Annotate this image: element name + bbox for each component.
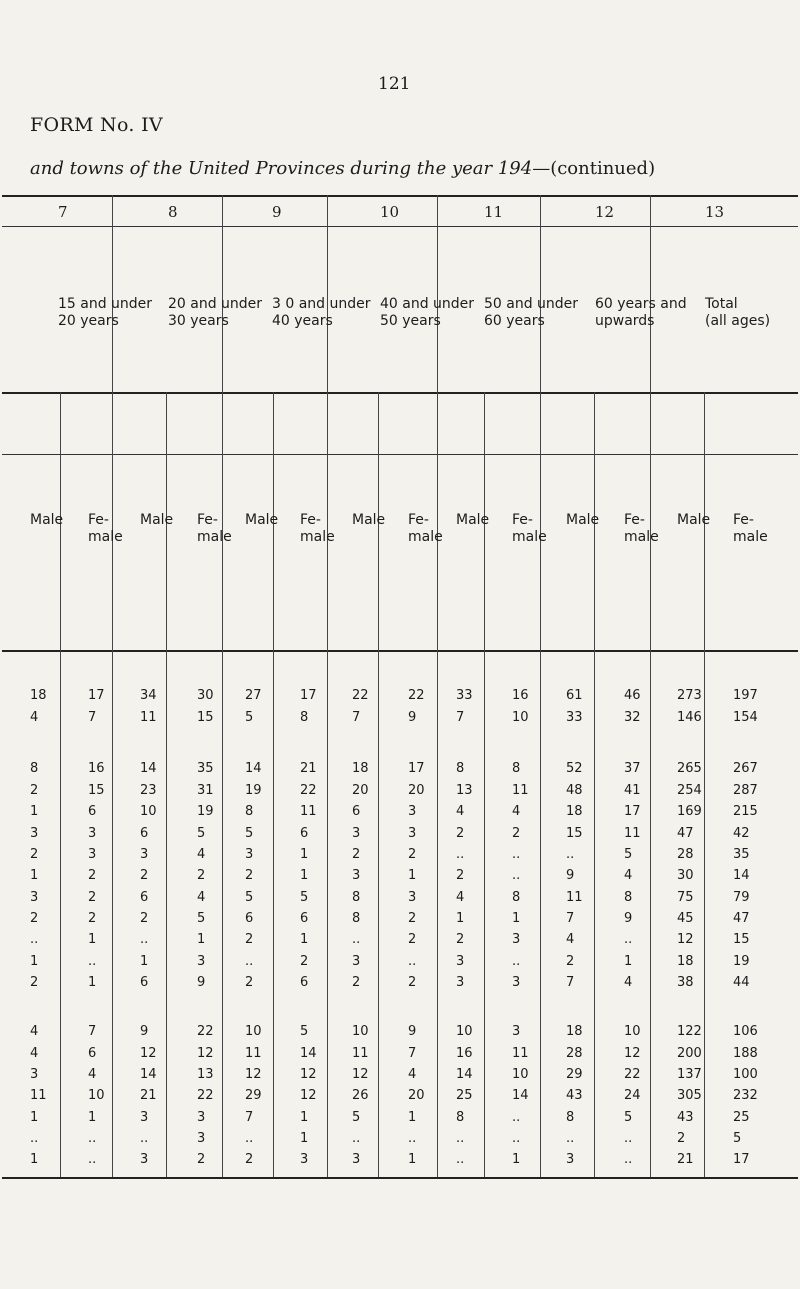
table-rule (2, 392, 798, 394)
table-row: 2 2 2 5 6 6 8 2 1 1 7 9 45 47 (30, 911, 750, 926)
table-row: 4 7 11 15 5 8 7 9 7 10 33 32 146 154 (30, 710, 758, 725)
table-row: 8 16 14 35 14 21 18 17 8 8 52 37 265 267 (30, 761, 758, 776)
table-row: 1 .. 1 3 .. 2 3 .. 3 .. 2 1 18 19 (30, 954, 750, 969)
table-row: 4 7 9 22 10 5 10 9 10 3 18 10 122 106 (30, 1024, 758, 1039)
table-row: 2 3 3 4 3 1 2 2 .. .. .. 5 28 35 (30, 847, 750, 862)
table-rule (2, 195, 798, 197)
table-row: 1 2 2 2 2 1 3 1 2 .. 9 4 30 14 (30, 868, 750, 883)
form-title: FORM No. IV (30, 114, 163, 136)
table-row: .. .. .. 3 .. 1 .. .. .. .. .. .. 2 5 (30, 1131, 742, 1146)
table-rule (2, 226, 798, 227)
table-row: 2 15 23 31 19 22 20 20 13 11 48 41 254 287 (30, 783, 758, 798)
table-row: 3 4 14 13 12 12 12 4 14 10 29 22 137 100 (30, 1067, 758, 1082)
table-row: 4 6 12 12 11 14 11 7 16 11 28 12 200 188 (30, 1046, 758, 1061)
table-row: 11 10 21 22 29 12 26 20 25 14 43 24 305 232 (30, 1088, 758, 1103)
subtitle-suffix: —(continued) (532, 158, 656, 179)
table-row: 3 3 6 5 5 6 3 3 2 2 15 11 47 42 (30, 826, 750, 841)
subtitle-main: and towns of the United Provinces during the year 194 (30, 158, 533, 179)
table-rule (2, 1177, 798, 1179)
table-row: 3 2 6 4 5 5 8 3 4 8 11 8 75 79 (30, 890, 750, 905)
page-number: 121 (378, 74, 411, 94)
table-rule (2, 650, 798, 652)
table-row: 18 17 34 30 27 17 22 22 33 16 61 46 273 197 (30, 688, 758, 703)
table-row: .. 1 .. 1 2 1 .. 2 2 3 4 .. 12 15 (30, 932, 750, 947)
table-row: 1 1 3 3 7 1 5 1 8 .. 8 5 43 25 (30, 1110, 750, 1125)
table-row: 2 1 6 9 2 6 2 2 3 3 7 4 38 44 (30, 975, 750, 990)
table-row: 1 .. 3 2 2 3 3 1 .. 1 3 .. 21 17 (30, 1152, 750, 1167)
table-rule (2, 454, 798, 455)
table-row: 1 6 10 19 8 11 6 3 4 4 18 17 169 215 (30, 804, 758, 819)
table-subtitle (30, 158, 655, 179)
